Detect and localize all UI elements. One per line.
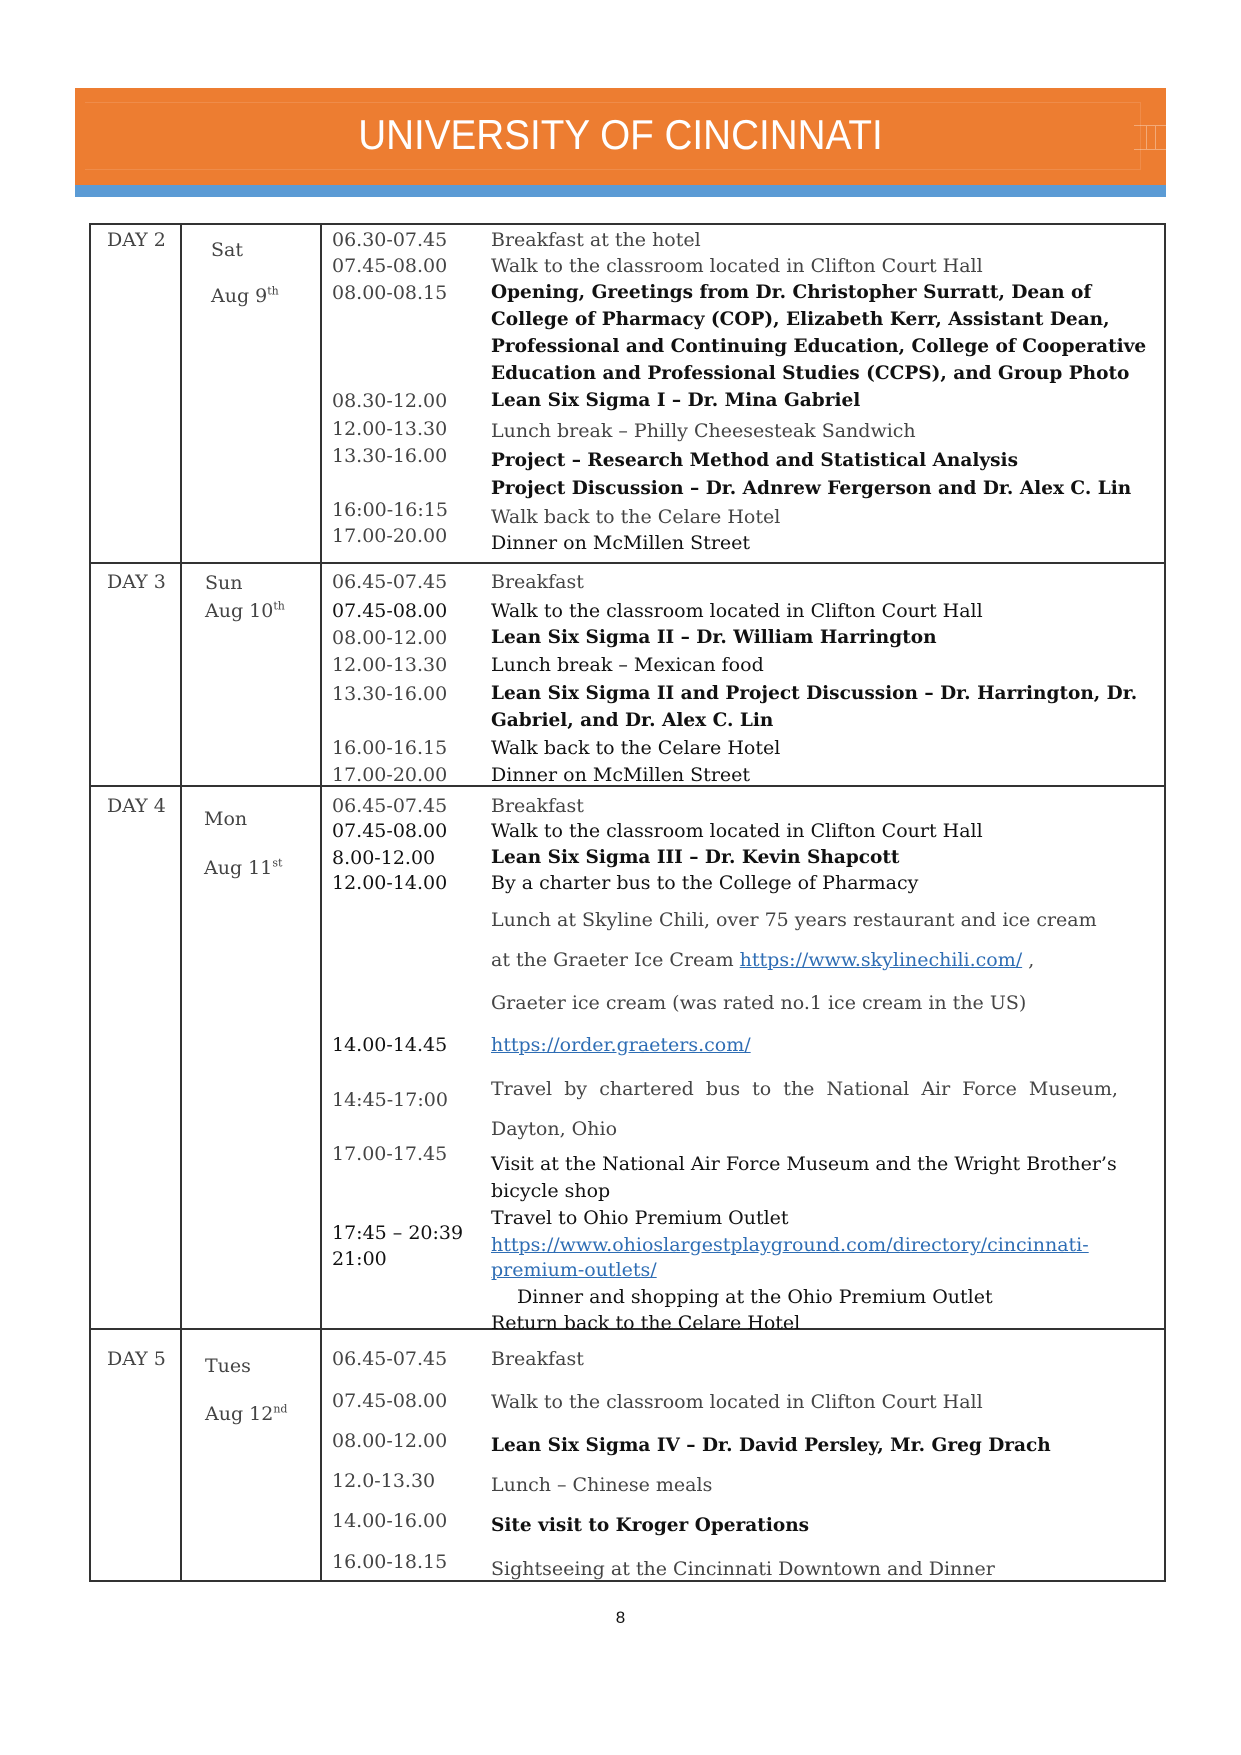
time-slot: 13.30-16.00 xyxy=(332,683,448,705)
weekday: Tues xyxy=(205,1355,251,1377)
activity: Dinner on McMillen Street xyxy=(491,532,751,554)
activity: Walk to the classroom located in Clifton Court Hall xyxy=(491,820,983,842)
activity: Graeter ice cream (was rated no.1 ice cream in the US) xyxy=(491,992,1027,1014)
activity: Breakfast xyxy=(491,1348,584,1370)
activity: By a charter bus to the College of Pharmacy xyxy=(491,872,919,894)
time-slot: 17.00-17.45 xyxy=(332,1143,448,1165)
time-slot: 08.30-12.00 xyxy=(332,390,448,412)
time-slot: 12.00-14.00 xyxy=(332,872,448,894)
time-slot: 06.45-07.45 xyxy=(332,1348,448,1370)
activity: Sightseeing at the Cincinnati Downtown and Dinner xyxy=(491,1558,995,1580)
time-slot: 8.00-12.00 xyxy=(332,847,436,869)
activity: at the Graeter Ice Cream https://www.skylinechili.com/ , xyxy=(491,949,1035,971)
column-divider xyxy=(1164,223,1166,1582)
activity: Dinner and shopping at the Ohio Premium Outlet xyxy=(517,1286,993,1308)
activity: Lean Six Sigma IV – Dr. David Persley, Mr. Greg Drach xyxy=(491,1435,1051,1456)
weekday: Sat xyxy=(211,239,243,261)
activity: Lean Six Sigma II – Dr. William Harrington xyxy=(491,627,937,648)
activity: Gabriel, and Dr. Alex C. Lin xyxy=(491,710,774,731)
time-slot: 08.00-12.00 xyxy=(332,627,448,649)
day-label: DAY 2 xyxy=(107,229,166,251)
time-slot: 14.00-16.00 xyxy=(332,1510,448,1532)
time-slot: 08.00-08.15 xyxy=(332,282,448,304)
time-slot: 14:45-17:00 xyxy=(332,1089,448,1111)
date: Aug 9th xyxy=(211,284,279,307)
time-slot: 12.00-13.30 xyxy=(332,654,448,676)
activity: Professional and Continuing Education, College of Cooperative xyxy=(491,336,1147,357)
time-slot: 17:45 – 20:39 xyxy=(332,1222,464,1244)
activity: Breakfast at the hotel xyxy=(491,229,701,251)
activity: Lunch at Skyline Chili, over 75 years restaurant and ice cream xyxy=(491,909,1097,931)
weekday: Mon xyxy=(204,808,248,830)
time-slot: 07.45-08.00 xyxy=(332,820,448,842)
activity: Project – Research Method and Statistical Analysis xyxy=(491,450,1018,471)
activity: Lunch break – Mexican food xyxy=(491,654,764,676)
time-slot: 16.00-16.15 xyxy=(332,737,448,759)
time-slot: 12.0-13.30 xyxy=(332,1470,436,1492)
activity: Walk to the classroom located in Clifton Court Hall xyxy=(491,600,983,622)
time-slot: 06.45-07.45 xyxy=(332,571,448,593)
activity: Walk back to the Celare Hotel xyxy=(491,506,781,528)
header-accent-bar xyxy=(75,185,1166,197)
activity: Dayton, Ohio xyxy=(491,1118,618,1140)
column-divider xyxy=(320,223,322,1582)
skyline-chili-link[interactable]: https://www.skylinechili.com/ xyxy=(739,949,1023,971)
time-slot: 08.00-12.00 xyxy=(332,1430,448,1452)
activity: Return back to the Celare Hotel xyxy=(491,1312,801,1334)
activity: Walk to the classroom located in Clifton Court Hall xyxy=(491,1391,983,1413)
time-slot: 14.00-14.45 xyxy=(332,1034,448,1056)
time-slot: 12.00-13.30 xyxy=(332,418,448,440)
activity: College of Pharmacy (COP), Elizabeth Kerr, Assistant Dean, xyxy=(491,309,1110,330)
page-title: UNIVERSITY OF CINCINNATI xyxy=(358,111,883,158)
time-slot: 17.00-20.00 xyxy=(332,525,448,547)
table-border-bottom xyxy=(89,1580,1166,1582)
day-label: DAY 3 xyxy=(107,571,166,593)
time-slot: 07.45-08.00 xyxy=(332,1390,448,1412)
day-label: DAY 4 xyxy=(107,795,166,817)
activity: Travel by chartered bus to the National Air Force Museum, xyxy=(491,1078,1118,1100)
time-slot: 07.45-08.00 xyxy=(332,600,448,622)
activity: Lunch break – Philly Cheesesteak Sandwich xyxy=(491,420,916,442)
time-slot: 21:00 xyxy=(332,1248,387,1270)
time-slot: 13.30-16.00 xyxy=(332,445,448,467)
activity: Visit at the National Air Force Museum and the Wright Brother’s xyxy=(491,1153,1117,1175)
activity: Opening, Greetings from Dr. Christopher Surratt, Dean of xyxy=(491,282,1092,303)
time-slot: 16.00-18.15 xyxy=(332,1551,448,1573)
activity: Breakfast xyxy=(491,571,584,593)
time-slot: 17.00-20.00 xyxy=(332,764,448,786)
time-slot: 06.30-07.45 xyxy=(332,229,448,251)
activity: Lean Six Sigma II and Project Discussion – Dr. Harrington, Dr. xyxy=(491,683,1138,704)
time-slot: 06.45-07.45 xyxy=(332,795,448,817)
activity: bicycle shop xyxy=(491,1180,611,1202)
column-divider xyxy=(89,223,91,1582)
ohio-outlet-link-continued[interactable]: premium-outlets/ xyxy=(491,1259,657,1281)
table-border-top xyxy=(89,223,1166,225)
page-number: 8 xyxy=(615,1608,626,1627)
activity: Breakfast xyxy=(491,795,584,817)
activity: Dinner on McMillen Street xyxy=(491,764,751,786)
column-divider xyxy=(180,223,182,1582)
time-slot: 16:00-16:15 xyxy=(332,499,448,521)
activity: Lunch – Chinese meals xyxy=(491,1474,713,1496)
activity: Site visit to Kroger Operations xyxy=(491,1515,810,1536)
activity: Project Discussion – Dr. Adnrew Fergerson and Dr. Alex C. Lin xyxy=(491,478,1132,499)
row-divider xyxy=(89,562,1166,564)
day-label: DAY 5 xyxy=(107,1348,166,1370)
activity: Walk back to the Celare Hotel xyxy=(491,737,781,759)
date: Aug 12nd xyxy=(205,1402,288,1425)
activity: Walk to the classroom located in Clifton Court Hall xyxy=(491,255,983,277)
activity: Travel to Ohio Premium Outlet xyxy=(491,1207,789,1229)
activity: Lean Six Sigma I – Dr. Mina Gabriel xyxy=(491,390,861,411)
activity: Education and Professional Studies (CCPS), and Group Photo xyxy=(491,363,1130,384)
time-slot: 07.45-08.00 xyxy=(332,255,448,277)
date: Aug 11st xyxy=(204,856,283,879)
activity: Lean Six Sigma III – Dr. Kevin Shapcott xyxy=(491,847,900,868)
graeters-link[interactable]: https://order.graeters.com/ xyxy=(491,1034,751,1056)
date: Aug 10th xyxy=(205,599,285,622)
weekday: Sun xyxy=(205,572,243,594)
ohio-outlet-link[interactable]: https://www.ohioslargestplayground.com/directory/cincinnati- xyxy=(491,1234,1089,1256)
